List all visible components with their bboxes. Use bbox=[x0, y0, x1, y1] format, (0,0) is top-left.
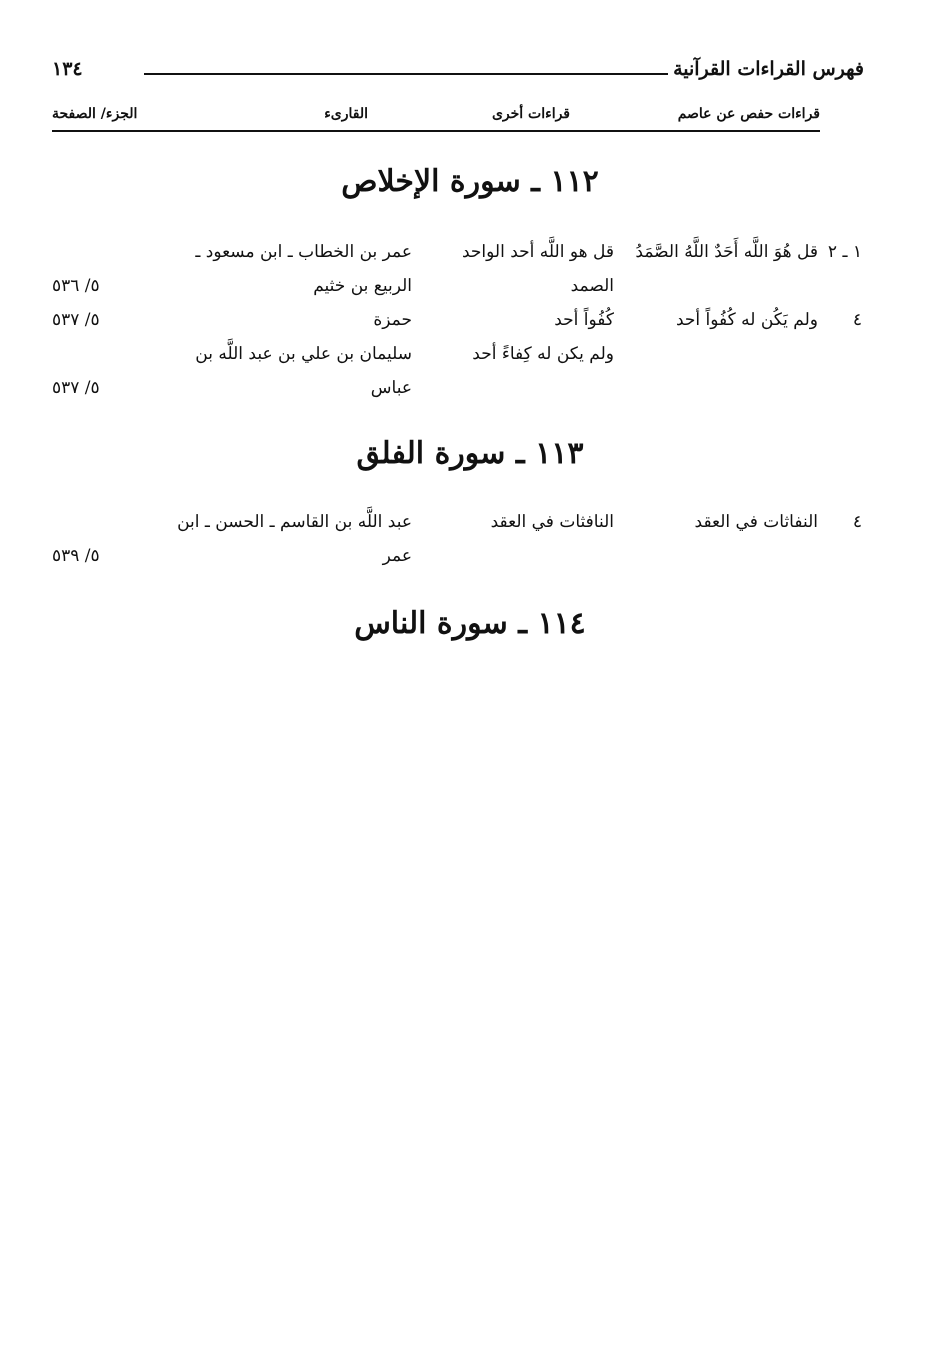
ayah-number: ١ ـ ٢ bbox=[827, 242, 862, 262]
column-header-reader: القارىء bbox=[324, 106, 368, 122]
reader-name: عبد اللَّه بن القاسم ـ الحسن ـ ابن bbox=[177, 512, 412, 532]
volume-page-ref: ٥/ ٥٣٦ bbox=[52, 276, 100, 296]
volume-page-ref: ٥/ ٥٣٧ bbox=[52, 310, 100, 330]
surah-heading: ١١٣ ـ سورة الفلق bbox=[356, 436, 584, 471]
other-reading: قل هو اللَّه أحد الواحد bbox=[461, 242, 614, 262]
index-row bbox=[52, 378, 862, 412]
reader-name: عمر bbox=[382, 546, 412, 566]
running-head bbox=[52, 58, 864, 90]
hafs-reading: ولم يَكُن له كُفُواً أحد bbox=[675, 310, 818, 330]
surah-heading: ١١٢ ـ سورة الإخلاص bbox=[341, 164, 599, 199]
column-header-hafs: قراءات حفص عن عاصم bbox=[677, 106, 820, 122]
other-reading: النافثات في العقد bbox=[490, 512, 614, 532]
running-title: فهرس القراءات القرآنية bbox=[673, 58, 864, 80]
index-row bbox=[52, 512, 862, 546]
reader-name: عمر بن الخطاب ـ ابن مسعود ـ bbox=[195, 242, 412, 262]
index-row bbox=[52, 546, 862, 580]
index-row bbox=[52, 310, 862, 344]
index-row bbox=[52, 276, 862, 310]
index-row bbox=[52, 344, 862, 378]
other-reading: الصمد bbox=[570, 276, 614, 296]
reader-name: عباس bbox=[370, 378, 412, 398]
ayah-number: ٤ bbox=[852, 512, 862, 532]
volume-page-ref: ٥/ ٥٣٧ bbox=[52, 378, 100, 398]
ayah-number: ٤ bbox=[852, 310, 862, 330]
other-reading: كُفُواً أحد bbox=[554, 310, 614, 330]
reader-name: الربيع بن خثيم bbox=[313, 276, 412, 296]
reader-name: حمزة bbox=[373, 310, 412, 330]
page-number: ١٣٤ bbox=[52, 58, 83, 80]
running-head-rule bbox=[144, 73, 668, 75]
column-headers bbox=[52, 104, 820, 132]
hafs-reading: النفاثات في العقد bbox=[694, 512, 818, 532]
volume-page-ref: ٥/ ٥٣٩ bbox=[52, 546, 100, 566]
other-reading: ولم يكن له كِفاءً أحد bbox=[472, 344, 614, 364]
reader-name: سليمان بن علي بن عبد اللَّه بن bbox=[195, 344, 412, 364]
index-row bbox=[52, 242, 862, 276]
hafs-reading: قل هُوَ اللَّه أَحَدٌ اللَّهُ الصَّمَدُ bbox=[635, 242, 818, 262]
surah-heading: ١١٤ ـ سورة الناس bbox=[354, 606, 586, 641]
column-header-volume-page: الجزء/ الصفحة bbox=[52, 106, 138, 122]
column-header-other-readings: قراءات أخرى bbox=[491, 106, 570, 122]
